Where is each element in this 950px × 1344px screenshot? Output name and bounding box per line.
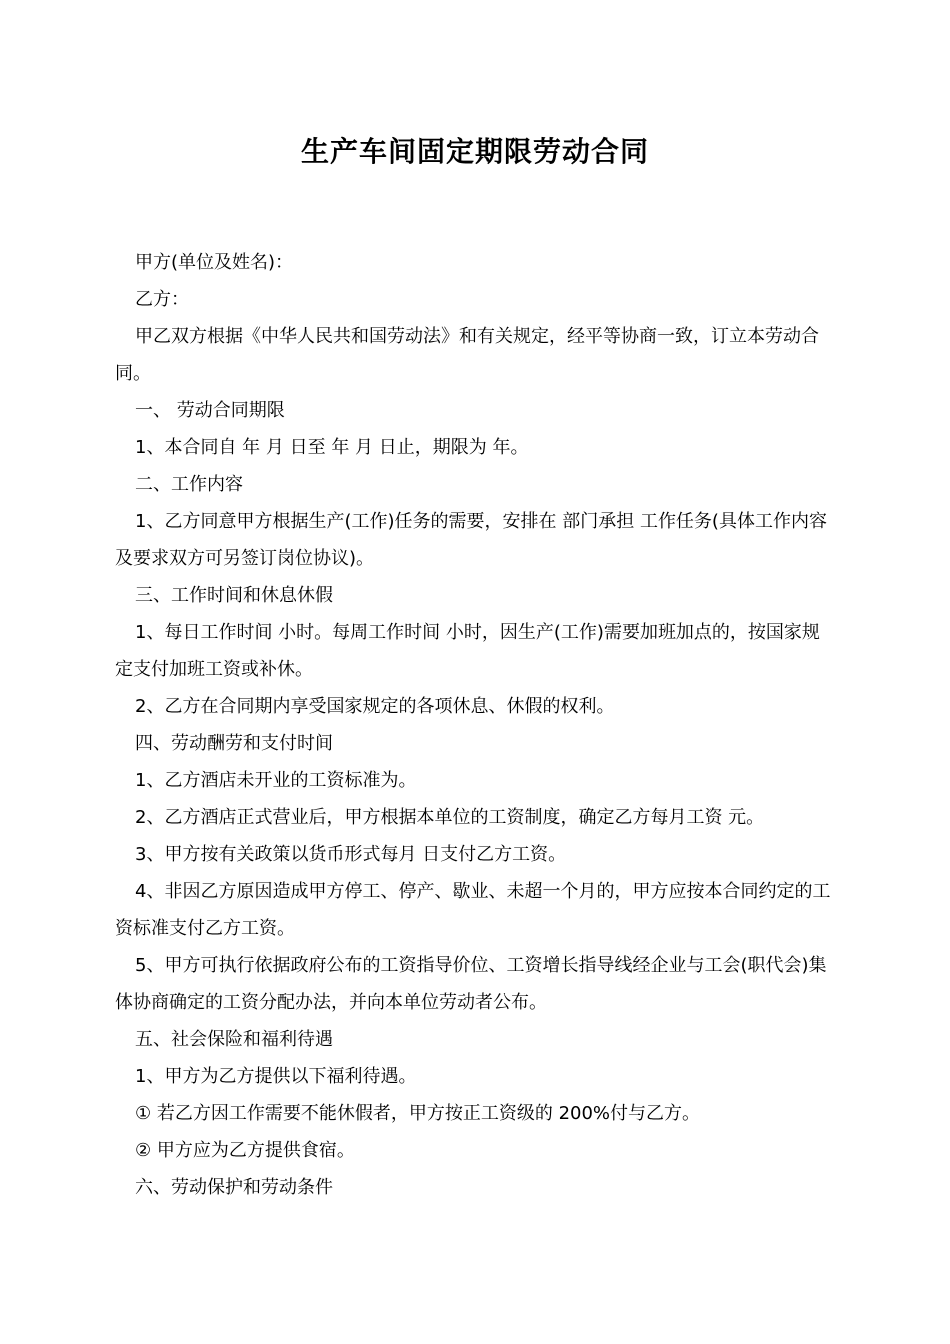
section-heading-insurance-welfare: 五、社会保险和福利待遇: [135, 1029, 333, 1050]
document-body: [115, 244, 837, 1206]
clause-work-content-1: 1、乙方同意甲方根据生产(工作)任务的需要，安排在 部门承担 工作任务(具体工作内容及要求双方可另签订岗位协议)。: [115, 511, 827, 569]
section-heading-work-content: 二、工作内容: [135, 474, 243, 495]
preamble-paragraph: 甲乙双方根据《中华人民共和国劳动法》和有关规定，经平等协商一致，订立本劳动合同。: [115, 326, 819, 384]
party-b-line: 乙方：: [135, 289, 189, 310]
clause-working-hours-2: 2、乙方在合同期内享受国家规定的各项休息、休假的权利。: [135, 696, 615, 717]
party-a-line: 甲方(单位及姓名)：: [135, 252, 294, 273]
clause-remuneration-5: 5、甲方可执行依据政府公布的工资指导价位、工资增长指导线经企业与工会(职代会)集体协商确定的工资分配办法，并向本单位劳动者公布。: [115, 955, 827, 1013]
document-title: 生产车间固定期限劳动合同: [300, 135, 649, 168]
clause-remuneration-4: 4、非因乙方原因造成甲方停工、停产、歇业、未超一个月的，甲方应按本合同约定的工资标准支付乙方工资。: [115, 881, 831, 939]
section-heading-term: 一、 劳动合同期限: [135, 400, 285, 421]
clause-term-1: 1、本合同自 年 月 日至 年 月 日止，期限为 年。: [135, 437, 529, 458]
clause-welfare-1: 1、甲方为乙方提供以下福利待遇。: [135, 1066, 417, 1087]
clause-remuneration-3: 3、甲方按有关政策以货币形式每月 日支付乙方工资。: [135, 844, 567, 865]
section-heading-remuneration: 四、劳动酬劳和支付时间: [135, 733, 333, 754]
clause-welfare-item-1: ① 若乙方因工作需要不能休假者，甲方按正工资级的 200%付与乙方。: [135, 1103, 701, 1124]
clause-working-hours-1: 1、每日工作时间 小时。每周工作时间 小时，因生产(工作)需要加班加点的，按国家规定支付加班工资或补休。: [115, 622, 820, 680]
section-heading-working-hours: 三、工作时间和休息休假: [135, 585, 333, 606]
clause-remuneration-1: 1、乙方酒店未开业的工资标准为。: [135, 770, 417, 791]
clause-welfare-item-2: ② 甲方应为乙方提供食宿。: [135, 1140, 355, 1161]
section-heading-labor-protection: 六、劳动保护和劳动条件: [135, 1177, 333, 1198]
clause-remuneration-2: 2、乙方酒店正式营业后，甲方根据本单位的工资制度，确定乙方每月工资 元。: [135, 807, 765, 828]
